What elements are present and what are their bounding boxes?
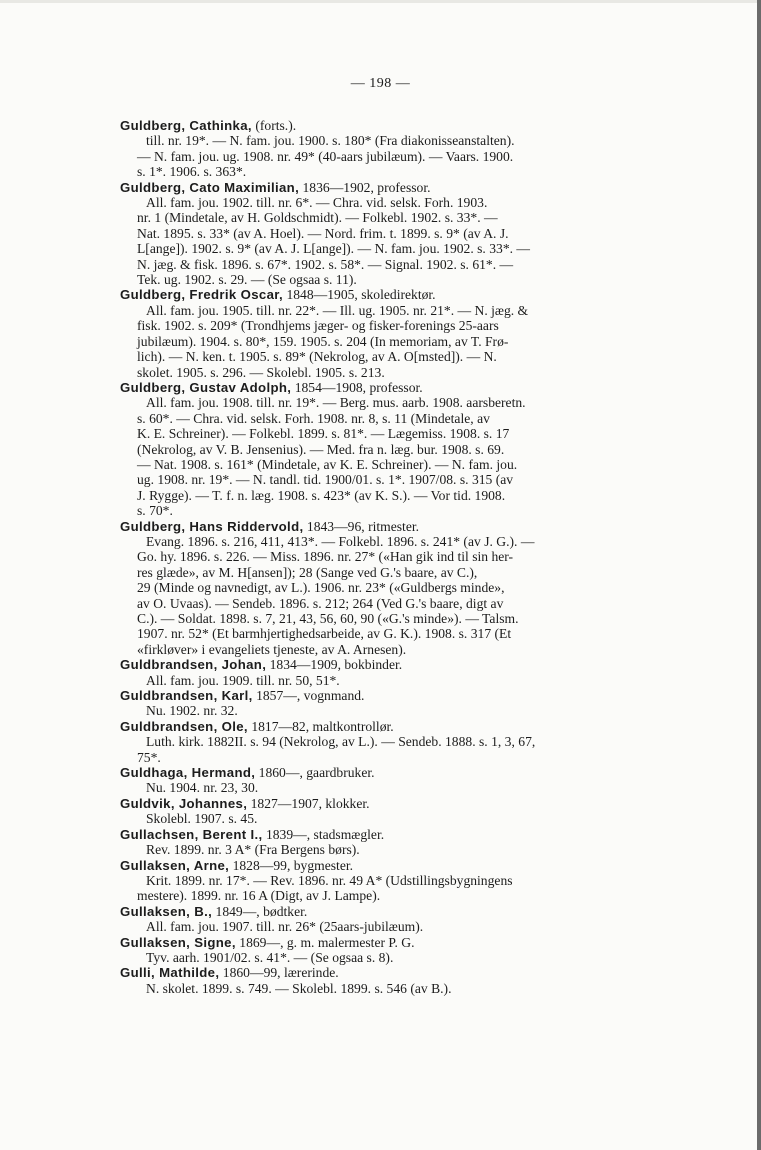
- entry-reference-line: (Nekrolog, av V. B. Jensenius). — Med. fra n. læg. bur. 1908. s. 69.: [137, 441, 505, 457]
- entries-list: [120, 118, 692, 996]
- entry-info: 1869—, g. m. malermester P. G.: [235, 934, 415, 950]
- entry-heading: [120, 765, 692, 780]
- entry-info: 1857—, vognmand.: [252, 688, 365, 704]
- entry-heading: [120, 904, 692, 919]
- entry-reference-line: nr. 1 (Mindetale, av H. Goldschmidt). — Folkebl. 1902. s. 33*. —: [137, 210, 498, 226]
- entry: [120, 180, 692, 288]
- entry-reference-line: 1907. nr. 52* (Et barmhjertighedsarbeide, av G. K.). 1908. s. 317 (Et: [137, 626, 512, 642]
- entry-heading: [120, 657, 692, 672]
- entry-name: Gullaksen, Arne,: [120, 857, 230, 873]
- entry: [120, 519, 692, 658]
- entry-reference-line: All. fam. jou. 1907. till. nr. 26* (25aars-jubilæum).: [146, 919, 424, 935]
- entry-info: 1836—1902, professor.: [299, 179, 431, 195]
- entry-name: Guldhaga, Hermand,: [120, 765, 256, 781]
- entry-heading: [120, 519, 692, 534]
- entry-info: 1854—1908, professor.: [291, 379, 423, 395]
- entry-reference-line: N. jæg. & fisk. 1896. s. 67*. 1902. s. 58*. — Signal. 1902. s. 61*. —: [137, 256, 514, 272]
- entry-info: 1860—, gaardbruker.: [255, 765, 375, 781]
- entry-reference-line: Luth. kirk. 1882II. s. 94 (Nekrolog, av L.). — Sendeb. 1888. s. 1, 3, 67,: [146, 734, 536, 750]
- entry-reference-line: N. skolet. 1899. s. 749. — Skolebl. 1899. s. 546 (av B.).: [146, 980, 452, 996]
- entry-reference-line: till. nr. 19*. — N. fam. jou. 1900. s. 180* (Fra diakonisseanstalten).: [146, 133, 515, 149]
- entry-reference-line: lich). — N. ken. t. 1905. s. 89* (Nekrolog, av A. O[msted]). — N.: [137, 349, 497, 365]
- entry-reference-line: Nat. 1895. s. 33* (av A. Hoel). — Nord. frim. t. 1899. s. 9* (av A. J.: [137, 225, 509, 241]
- entry-info: (forts.).: [251, 118, 297, 133]
- entry-reference-line: Go. hy. 1896. s. 226. — Miss. 1896. nr. 27* («Han gik ind til sin her-: [137, 549, 514, 565]
- entry-info: 1848—1905, skoledirektør.: [283, 287, 436, 303]
- entry-info: 1860—99, lærerinde.: [219, 965, 339, 981]
- entry-reference-line: s. 1*. 1906. s. 363*.: [137, 164, 247, 180]
- entry-reference-line: 29 (Minde og navnedigt, av L.). 1906. nr. 23* («Guldbergs minde»,: [137, 580, 505, 596]
- entry: [120, 904, 692, 935]
- entry-reference-line: res glæde», av M. H[ansen]); 28 (Sange ved G.'s baare, av C.),: [137, 564, 478, 580]
- entry-info: 1843—96, ritmester.: [303, 518, 420, 534]
- entry-reference-line: s. 60*. — Chra. vid. selsk. Forh. 1908. nr. 8, s. 11 (Mindetale, av: [137, 410, 490, 426]
- entry-reference-line: All. fam. jou. 1908. till. nr. 19*. — Berg. mus. aarb. 1908. aarsberetn.: [146, 395, 526, 411]
- entry-name: Gulli, Mathilde,: [120, 965, 220, 981]
- entry-name: Gullaksen, Signe,: [120, 934, 236, 950]
- entry: [120, 827, 692, 858]
- entry-info: 1849—, bødtker.: [212, 903, 308, 919]
- page-top-edge: [0, 0, 761, 3]
- entry-reference-line: All. fam. jou. 1902. till. nr. 6*. — Chra. vid. selsk. Forh. 1903.: [146, 195, 488, 211]
- entry-reference-line: All. fam. jou. 1909. till. nr. 50, 51*.: [146, 672, 340, 688]
- entry: [120, 719, 692, 765]
- entry-reference-line: Skolebl. 1907. s. 45.: [146, 811, 258, 827]
- entry-reference-line: ug. 1908. nr. 19*. — N. tandl. tid. 1900/01. s. 1*. 1907/08. s. 315 (av: [137, 472, 514, 488]
- entry-reference-line: s. 70*.: [137, 503, 173, 519]
- entry-name: Gullachsen, Berent I.,: [120, 826, 263, 842]
- entry-reference-line: Krit. 1899. nr. 17*. — Rev. 1896. nr. 49 A* (Udstillingsbygningens: [146, 872, 513, 888]
- entry-heading: [120, 935, 692, 950]
- entry-name: Guldbrandsen, Ole,: [120, 718, 248, 734]
- entry-reference-line: Nu. 1902. nr. 32.: [146, 703, 238, 719]
- entry-heading: [120, 380, 692, 395]
- entry-heading: [120, 118, 692, 133]
- entry-reference-line: av O. Uvaas). — Sendeb. 1896. s. 212; 264 (Ved G.'s baare, digt av: [137, 595, 504, 611]
- entry-reference-line: Tek. ug. 1902. s. 29. — (Se ogsaa s. 11).: [137, 272, 357, 288]
- entry-reference-line: C.). — Soldat. 1898. s. 7, 21, 43, 56, 60, 90 («G.'s minde»). — Talsm.: [137, 611, 519, 626]
- entry-reference-line: J. Rygge). — T. f. n. læg. 1908. s. 423* (av K. S.). — Vor tid. 1908.: [137, 487, 506, 503]
- entry-reference-line: Tyv. aarh. 1901/02. s. 41*. — (Se ogsaa s. 8).: [146, 949, 394, 965]
- entry-name: Gullaksen, B.,: [120, 903, 213, 919]
- entry-heading: [120, 719, 692, 734]
- entry: [120, 688, 692, 719]
- entry: [120, 657, 692, 688]
- entry-reference-line: Nu. 1904. nr. 23, 30.: [146, 780, 259, 796]
- entry-reference-line: 75*.: [137, 749, 161, 765]
- entry-reference-line: fisk. 1902. s. 209* (Trondhjems jæger- og fisker-forenings 25-aars: [137, 318, 499, 334]
- entry: [120, 965, 692, 996]
- entry: [120, 380, 692, 519]
- entry-reference-line: All. fam. jou. 1905. till. nr. 22*. — Ill. ug. 1905. nr. 21*. — N. jæg. &: [146, 302, 529, 318]
- entry-reference-line: Rev. 1899. nr. 3 A* (Fra Bergens børs).: [146, 842, 360, 858]
- entry-reference-line: «firkløver» i evangeliets tjeneste, av A. Arnesen).: [137, 641, 407, 657]
- entry: [120, 118, 692, 180]
- entry-info: 1834—1909, bokbinder.: [266, 657, 403, 673]
- page-number: — 198 —: [350, 76, 411, 91]
- entry-reference-line: mestere). 1899. nr. 16 A (Digt, av J. Lampe).: [137, 888, 381, 904]
- entry-reference-line: L[ange]). 1902. s. 9* (av A. J. L[ange]). — N. fam. jou. 1902. s. 33*. —: [137, 241, 531, 257]
- entry: [120, 858, 692, 904]
- entry-name: Guldbrandsen, Karl,: [120, 688, 253, 704]
- entry-info: 1817—82, maltkontrollør.: [247, 718, 394, 734]
- entry-reference-line: skolet. 1905. s. 296. — Skolebl. 1905. s. 213.: [137, 364, 385, 380]
- entry-name: Guldvik, Johannes,: [120, 795, 248, 811]
- entry-name: Guldberg, Cato Maximilian,: [120, 179, 300, 195]
- page-right-edge: [757, 0, 761, 1150]
- entry-heading: [120, 180, 692, 195]
- entry-reference-line: — N. fam. jou. ug. 1908. nr. 49* (40-aars jubilæum). — Vaars. 1900.: [137, 148, 514, 164]
- entry-name: Guldbrandsen, Johan,: [120, 657, 267, 673]
- entry-name: Guldberg, Hans Riddervold,: [120, 518, 304, 534]
- entry-name: Guldberg, Cathinka,: [120, 118, 252, 133]
- entry: [120, 935, 692, 966]
- entry: [120, 287, 692, 379]
- entry-heading: [120, 287, 692, 302]
- entry-heading: [120, 796, 692, 811]
- entry: [120, 796, 692, 827]
- entry-reference-line: — Nat. 1908. s. 161* (Mindetale, av K. E. Schreiner). — N. fam. jou.: [137, 456, 518, 472]
- entry-info: 1828—99, bygmester.: [229, 857, 354, 873]
- entry-heading: [120, 827, 692, 842]
- entry-info: 1839—, stadsmægler.: [262, 826, 385, 842]
- entry: [120, 765, 692, 796]
- entry-reference-line: jubilæum). 1904. s. 80*, 159. 1905. s. 204 (In memoriam, av T. Frø-: [137, 333, 509, 349]
- entry-name: Guldberg, Gustav Adolph,: [120, 379, 292, 395]
- entry-heading: [120, 688, 692, 703]
- entry-heading: [120, 965, 692, 980]
- entry-info: 1827—1907, klokker.: [247, 795, 370, 811]
- entry-reference-line: K. E. Schreiner). — Folkebl. 1899. s. 81*. — Lægemiss. 1908. s. 17: [137, 426, 510, 442]
- entry-name: Guldberg, Fredrik Oscar,: [120, 287, 284, 303]
- entry-heading: [120, 858, 692, 873]
- entry-reference-line: Evang. 1896. s. 216, 411, 413*. — Folkebl. 1896. s. 241* (av J. G.). —: [146, 533, 535, 549]
